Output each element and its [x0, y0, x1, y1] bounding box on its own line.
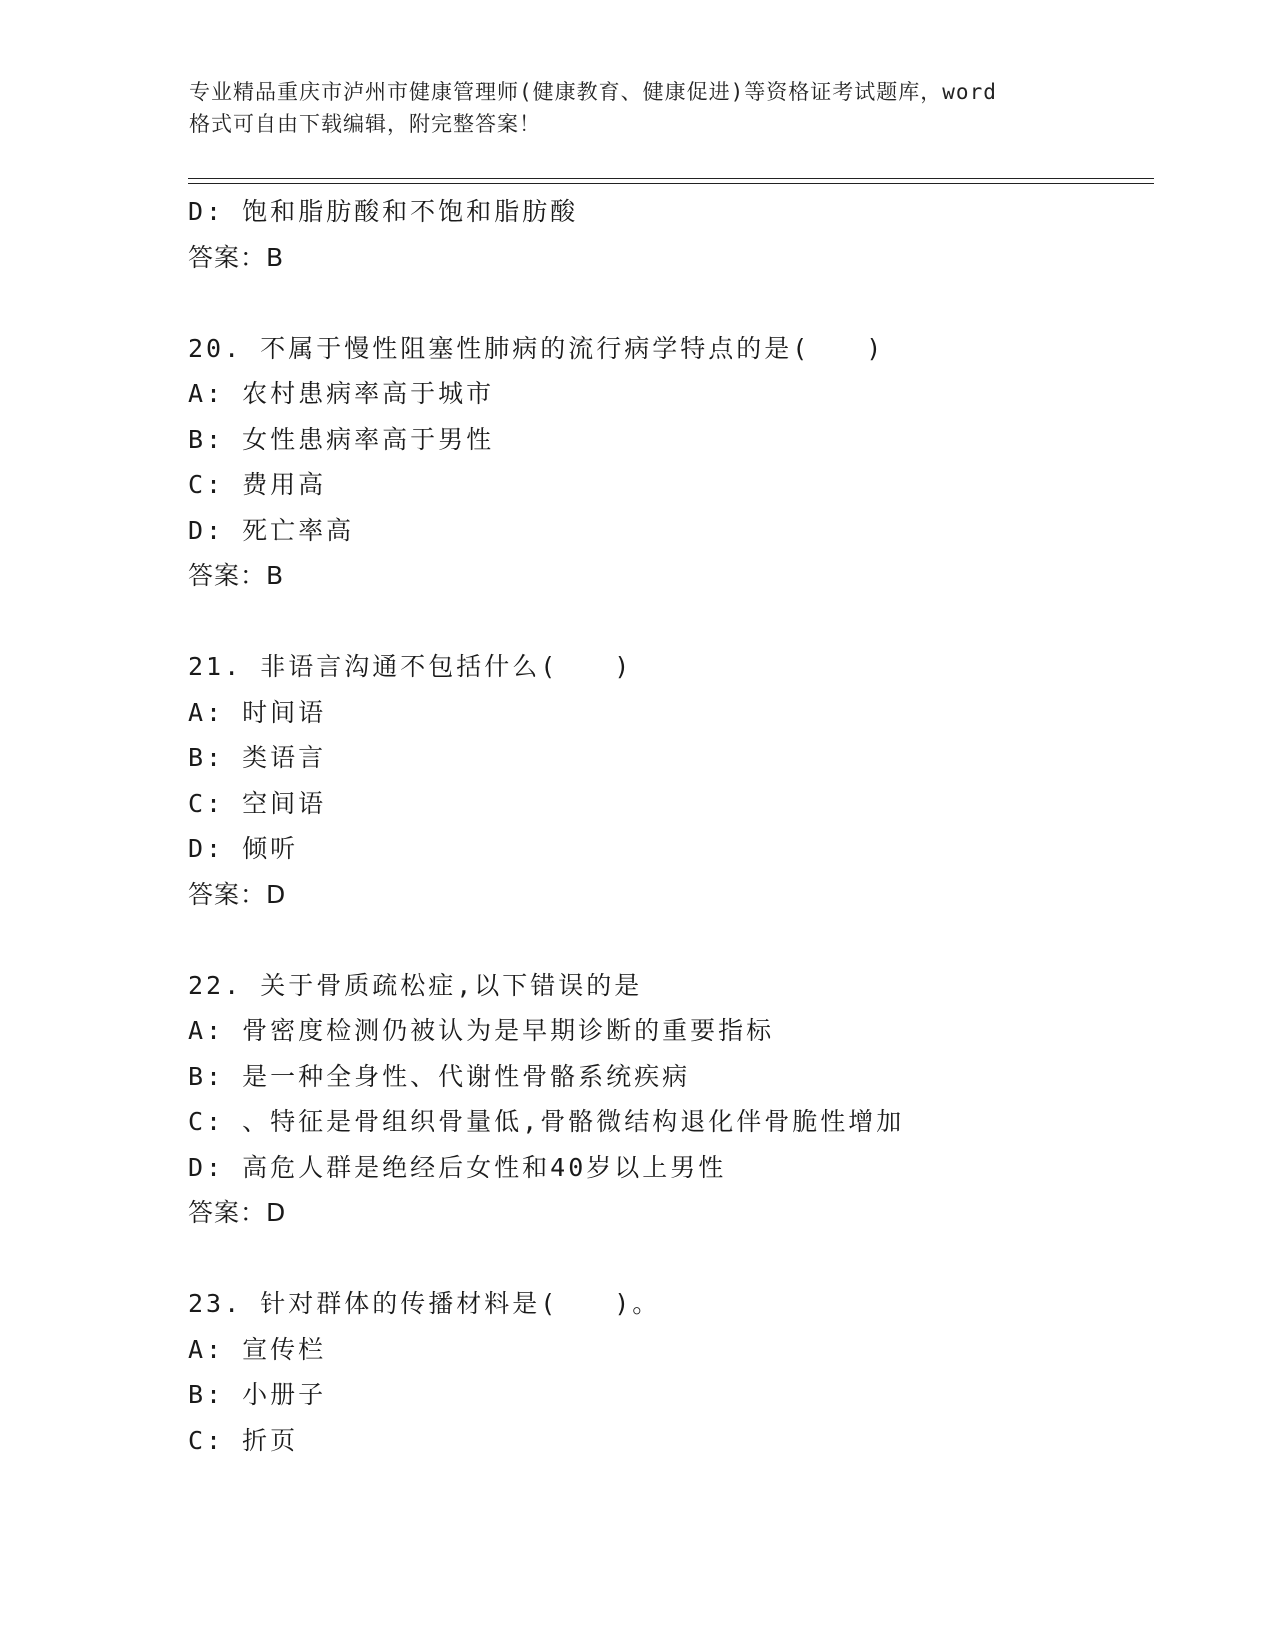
header-title-line-1: 专业精品重庆市泸州市健康管理师(健康教育、健康促进)等资格证考试题库，word	[189, 80, 997, 104]
option-a: A: 骨密度检测仍被认为是早期诊断的重要指标	[188, 1016, 775, 1045]
option-d: D: 高危人群是绝经后女性和40岁以上男性	[188, 1152, 727, 1182]
question-block-21	[188, 644, 1148, 917]
spacer	[188, 1236, 1148, 1282]
answer-line: 答案：B	[188, 242, 285, 272]
header-divider-bottom	[188, 183, 1154, 184]
spacer	[188, 917, 1148, 963]
option-c: C: 费用高	[188, 470, 327, 499]
spacer	[188, 599, 1148, 645]
option-c: C: 空间语	[188, 788, 327, 818]
option-c: C: 、特征是骨组织骨量低,骨骼微结构退化伴骨脆性增加	[188, 1107, 905, 1136]
answer-line: 答案：D	[188, 1198, 287, 1227]
question-block-22	[188, 963, 1148, 1236]
question-stem: 20. 不属于慢性阻塞性肺病的流行病学特点的是( )	[188, 333, 885, 363]
option-c: C: 折页	[188, 1425, 299, 1455]
option-b: B: 小册子	[188, 1380, 327, 1409]
header-title-line-2: 格式可自由下载编辑，附完整答案！	[189, 112, 541, 136]
answer-line: 答案：D	[188, 879, 287, 909]
answer-line: 答案：B	[188, 561, 285, 590]
question-block-23	[188, 1281, 1148, 1463]
question-stem: 23. 针对群体的传播材料是( )。	[188, 1289, 661, 1318]
option-d: D: 饱和脂肪酸和不饱和脂肪酸	[188, 197, 579, 226]
question-stem: 21. 非语言沟通不包括什么( )	[188, 652, 633, 681]
spacer	[188, 280, 1148, 326]
option-b: B: 类语言	[188, 743, 327, 772]
question-list	[188, 189, 1148, 1463]
option-b: B: 是一种全身性、代谢性骨骼系统疾病	[188, 1061, 691, 1091]
option-a: A: 宣传栏	[188, 1334, 327, 1364]
header-divider-top	[188, 178, 1154, 179]
question-block-19-tail	[188, 189, 1148, 280]
option-a: A: 时间语	[188, 697, 327, 727]
page-header	[189, 76, 1089, 140]
option-a: A: 农村患病率高于城市	[188, 379, 495, 408]
option-b: B: 女性患病率高于男性	[188, 424, 495, 454]
option-d: D: 倾听	[188, 834, 299, 863]
question-stem: 22. 关于骨质疏松症,以下错误的是	[188, 970, 643, 1000]
question-block-20	[188, 326, 1148, 599]
option-d: D: 死亡率高	[188, 515, 355, 545]
